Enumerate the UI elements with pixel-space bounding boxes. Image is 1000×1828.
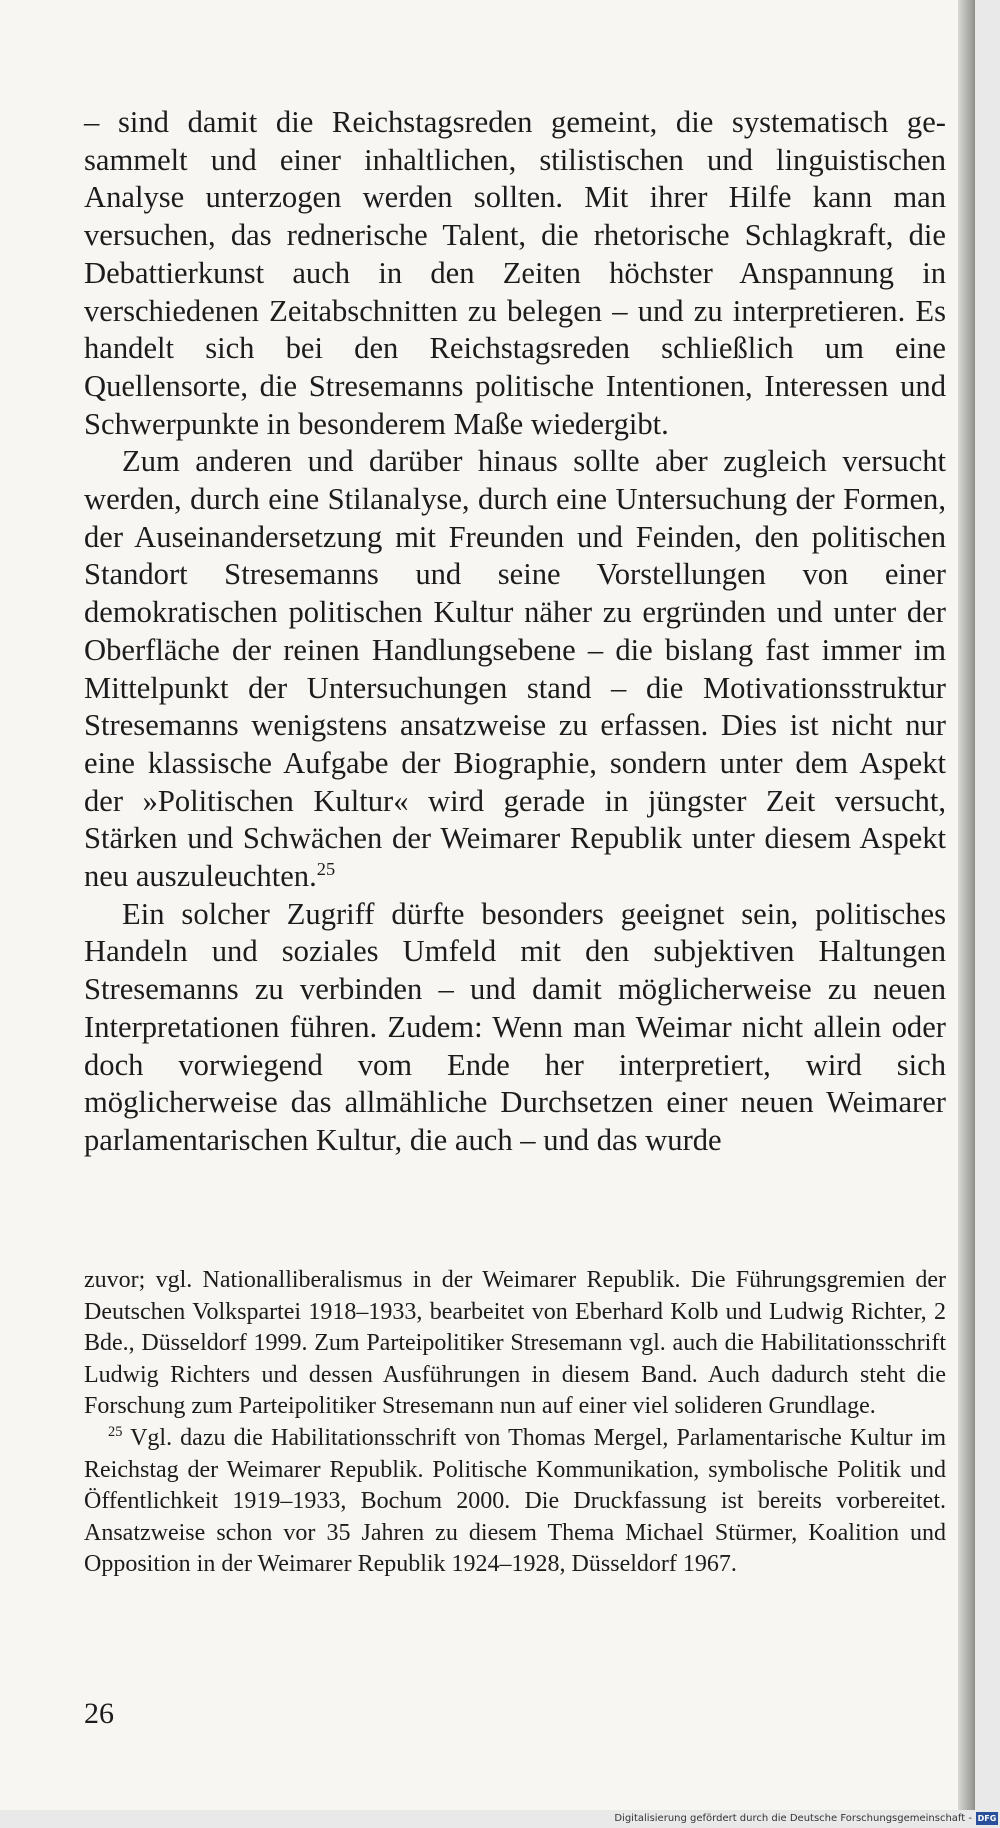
page-binding-shadow	[958, 0, 975, 1810]
footnote-continued: zuvor; vgl. Nationalliberalismus in der Weimarer Republik. Die Führungsgremien der Deutschen Volkspartei 1918–1933, bearbeitet von Eberhard Kolb und Ludwig Richter, 2 Bde., Düsseldorf 1999. Zum Parteipolitiker Stresemann vgl. auch die Habilitationsschrift Ludwig Richters und dessen Ausführungen in diesem Band. Auch dadurch steht die Forschung zum Parteipolitiker Stresemann nun auf einer viel solideren Grundlage.	[84, 1267, 946, 1420]
footnote-25-number: 25	[108, 1423, 123, 1440]
footnote-25	[84, 1423, 946, 1581]
dfg-logo-icon: DFG	[977, 1814, 997, 1823]
footnote-ref-25: 25	[316, 858, 336, 879]
main-text	[84, 104, 946, 1160]
page-number: 26	[84, 1697, 114, 1730]
footnote-25-text: Vgl. dazu die Habilitationsschrift von Thomas Mergel, Parlamentarische Kultur im Reichstag der Weimarer Republik. Politische Kommunikation, symbolische Politik und Öffentlichkeit 1919–1933, Bochum 2000. Die Druckfassung ist bereits vorbereitet. Ansatzweise schon vor 35 Jahren zu diesem Thema Michael Stürmer, Koalition und Opposition in der Weimarer Republik 1924–1928, Düsseldorf 1967.	[84, 1424, 946, 1578]
paragraph-2-text: Zum anderen und darüber hinaus sollte aber zugleich versucht werden, durch eine Stilanalyse, durch eine Untersuchung der Formen, der Auseinandersetzung mit Freunden und Feinden, den politischen Standort Stresemanns und seine Vorstellungen von einer demokratischen politischen Kultur näher zu ergründen und unter der Oberfläche der reinen Handlungsebene – die bislang fast immer im Mittelpunkt der Untersuchungen stand – die Motivationsstruktur Stresemanns wenigstens ansatzweise zu erfassen. Dies ist nicht nur eine klassische Aufgabe der Biographie, sondern unter dem Aspekt der »Politischen Kultur« wird gerade in jüngster Zeit versucht, Stärken und Schwächen der Weimarer Republik unter diesem Aspekt neu auszuleuchten.	[84, 444, 946, 894]
paragraph-1: – sind damit die Reichstagsreden gemeint, die systematisch gesammelt und einer inhaltlichen, stilistischen und linguistischen Analyse unterzogen werden sollten. Mit ihrer Hilfe kann man versuchen, das rednerische Talent, die rhetorische Schlagkraft, die Debattierkunst auch in den Zeiten höchster Anspannung in verschiedenen Zeitabschnitten zu belegen – und zu interpretieren. Es handelt sich bei den Reichstagsreden schließlich um eine Quellensorte, die Stresemanns politische Intentionen, Interessen und Schwerpunkte in besonderem Maße wiedergibt.	[84, 105, 946, 441]
footer-credit: Digitalisierung gefördert durch die Deutsche Forschungsgemeinschaft -	[614, 1813, 972, 1824]
footnotes	[84, 1265, 946, 1581]
paragraph-2	[84, 443, 946, 895]
paragraph-3: Ein solcher Zugriff dürfte besonders geeignet sein, politisches Handeln und soziales Umfeld mit den subjektiven Haltungen Stresemanns zu verbinden – und damit möglicherweise zu neuen Interpretationen führen. Zudem: Wenn man Weimar nicht allein oder doch vorwiegend vom Ende her interpretiert, wird sich möglicherweise das allmähliche Durchsetzen einer neuen Weimarer parlamentarischen Kultur, die auch – und das wurde	[84, 896, 946, 1157]
